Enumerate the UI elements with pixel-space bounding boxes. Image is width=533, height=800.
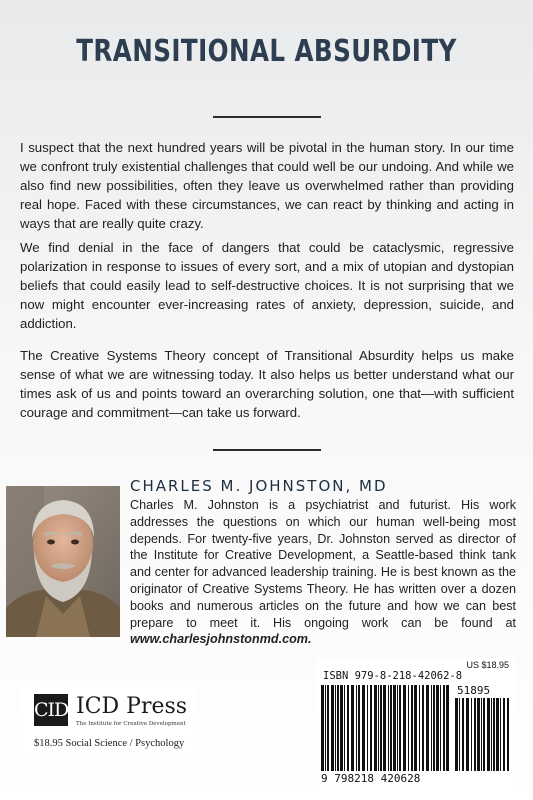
barcode-bar — [390, 685, 392, 771]
barcode-panel — [317, 658, 515, 790]
price-category: $18.95 Social Science / Psychology — [34, 738, 185, 749]
section-divider — [213, 449, 321, 451]
blurb-paragraph-3: The Creative Systems Theory concept of Transitional Absurdity helps us make sense of what we are witnessing today. It also helps us better understand what our times ask of us and points toward an overarching solution, one that—with sufficient courage and commitment—can take us forward. — [20, 348, 514, 420]
barcode-bar — [436, 685, 439, 771]
barcode-bar — [378, 685, 379, 771]
blurb-paragraph-1: I suspect that the next hundred years will be pivotal in the human story. In our time we confront truly existential challenges that could well be our undoing. And while we also find new possibilities, often they leave us overwhelmed rather than providing real hope. Faced with these circumstances, we can react by thinking and acting in ways that are really quite crazy. — [20, 140, 514, 231]
barcode-bar — [466, 698, 469, 771]
barcode-bar — [474, 698, 476, 771]
barcode-bar — [347, 685, 349, 771]
author-bio — [130, 497, 516, 648]
barcode-bar — [403, 685, 406, 771]
barcode-price: US $18.95 — [466, 660, 509, 670]
publisher-subtitle: The Institute for Creative Development — [76, 721, 186, 727]
blurb-paragraph-2: We find denial in the face of dangers that could be cataclysmic, regressive polarization in response to issues of every sort, and a mix of utopian and dystopian beliefs that could easily lead to self-destructive choices. It is not surprising that we now might encounter ever-increasing rates of anxiety, depression, suicide, and addiction. — [20, 240, 514, 331]
barcode-bar — [493, 698, 495, 771]
barcode-bar — [358, 685, 360, 771]
barcode-bar — [459, 698, 460, 771]
barcode-bar — [433, 685, 435, 771]
barcode-bar — [393, 685, 396, 771]
barcode-bar — [503, 698, 505, 771]
barcode-bar — [335, 685, 336, 771]
barcode-bar — [325, 685, 326, 771]
cid-monogram-logo: CID — [34, 694, 68, 726]
barcode-bar — [374, 685, 377, 771]
barcode-bar — [411, 685, 413, 771]
isbn-barcode — [321, 685, 449, 771]
barcode-bar — [351, 685, 354, 771]
barcode-bar — [356, 685, 357, 771]
author-bio-text: Charles M. Johnston is a psychiatrist and futurist. His work addresses the questions on which our human well-being most depends. For twenty-five years, Dr. Johnston served as director of the Institute for Creative Development, a Seattle-based think tank and center for advanced leadership training. He is best known as the originator of Creative Systems Theory. He has written over a dozen books and numerous articles on the future and how we can best prepare to meet it. His ongoing work can be found at — [130, 498, 516, 630]
addon-barcode — [455, 698, 509, 771]
title-divider — [213, 116, 321, 118]
barcode-bar — [500, 698, 501, 771]
isbn-label: ISBN 979-8-218-42062-8 — [323, 670, 463, 682]
barcode-bar — [477, 698, 480, 771]
barcode-bar — [426, 685, 429, 771]
barcode-bar — [367, 685, 368, 771]
publisher-name: ICD Press — [76, 694, 188, 719]
barcode-bar — [388, 685, 389, 771]
barcode-bar — [331, 685, 334, 771]
barcode-bar — [321, 685, 324, 771]
author-name: CHARLES M. JOHNSTON, MD — [130, 477, 388, 495]
barcode-bar — [370, 685, 372, 771]
barcode-bar — [362, 685, 365, 771]
barcode-bar — [440, 685, 441, 771]
barcode-bar — [431, 685, 432, 771]
barcode-digits: 9 798218 420628 — [321, 772, 421, 785]
author-portrait-image — [6, 486, 120, 637]
barcode-bar — [491, 698, 492, 771]
price-addon-code: 51895 — [457, 684, 491, 697]
barcode-bar — [383, 685, 386, 771]
barcode-bar — [340, 685, 343, 771]
barcode-bar — [471, 698, 472, 771]
barcode-bar — [408, 685, 409, 771]
barcode-bar — [446, 685, 449, 771]
barcode-bar — [496, 698, 499, 771]
barcode-bar — [327, 685, 329, 771]
barcode-bar — [422, 685, 424, 771]
barcode-bar — [483, 698, 485, 771]
barcode-bar — [397, 685, 398, 771]
barcode-bar — [455, 698, 458, 771]
barcode-bar — [507, 698, 509, 771]
barcode-bar — [443, 685, 445, 771]
author-website: www.charlesjohnstonmd.com. — [130, 632, 312, 647]
book-title: TRANSITIONAL ABSURDITY — [76, 34, 457, 69]
barcode-bar — [380, 685, 382, 771]
barcode-bar — [487, 698, 490, 771]
barcode-bar — [344, 685, 345, 771]
barcode-bar — [462, 698, 464, 771]
barcode-bar — [419, 685, 420, 771]
barcode-bar — [414, 685, 417, 771]
author-photo — [6, 486, 120, 637]
barcode-bar — [399, 685, 401, 771]
barcode-bar — [481, 698, 482, 771]
barcode-bar — [337, 685, 339, 771]
publisher-logo-panel — [20, 686, 196, 758]
